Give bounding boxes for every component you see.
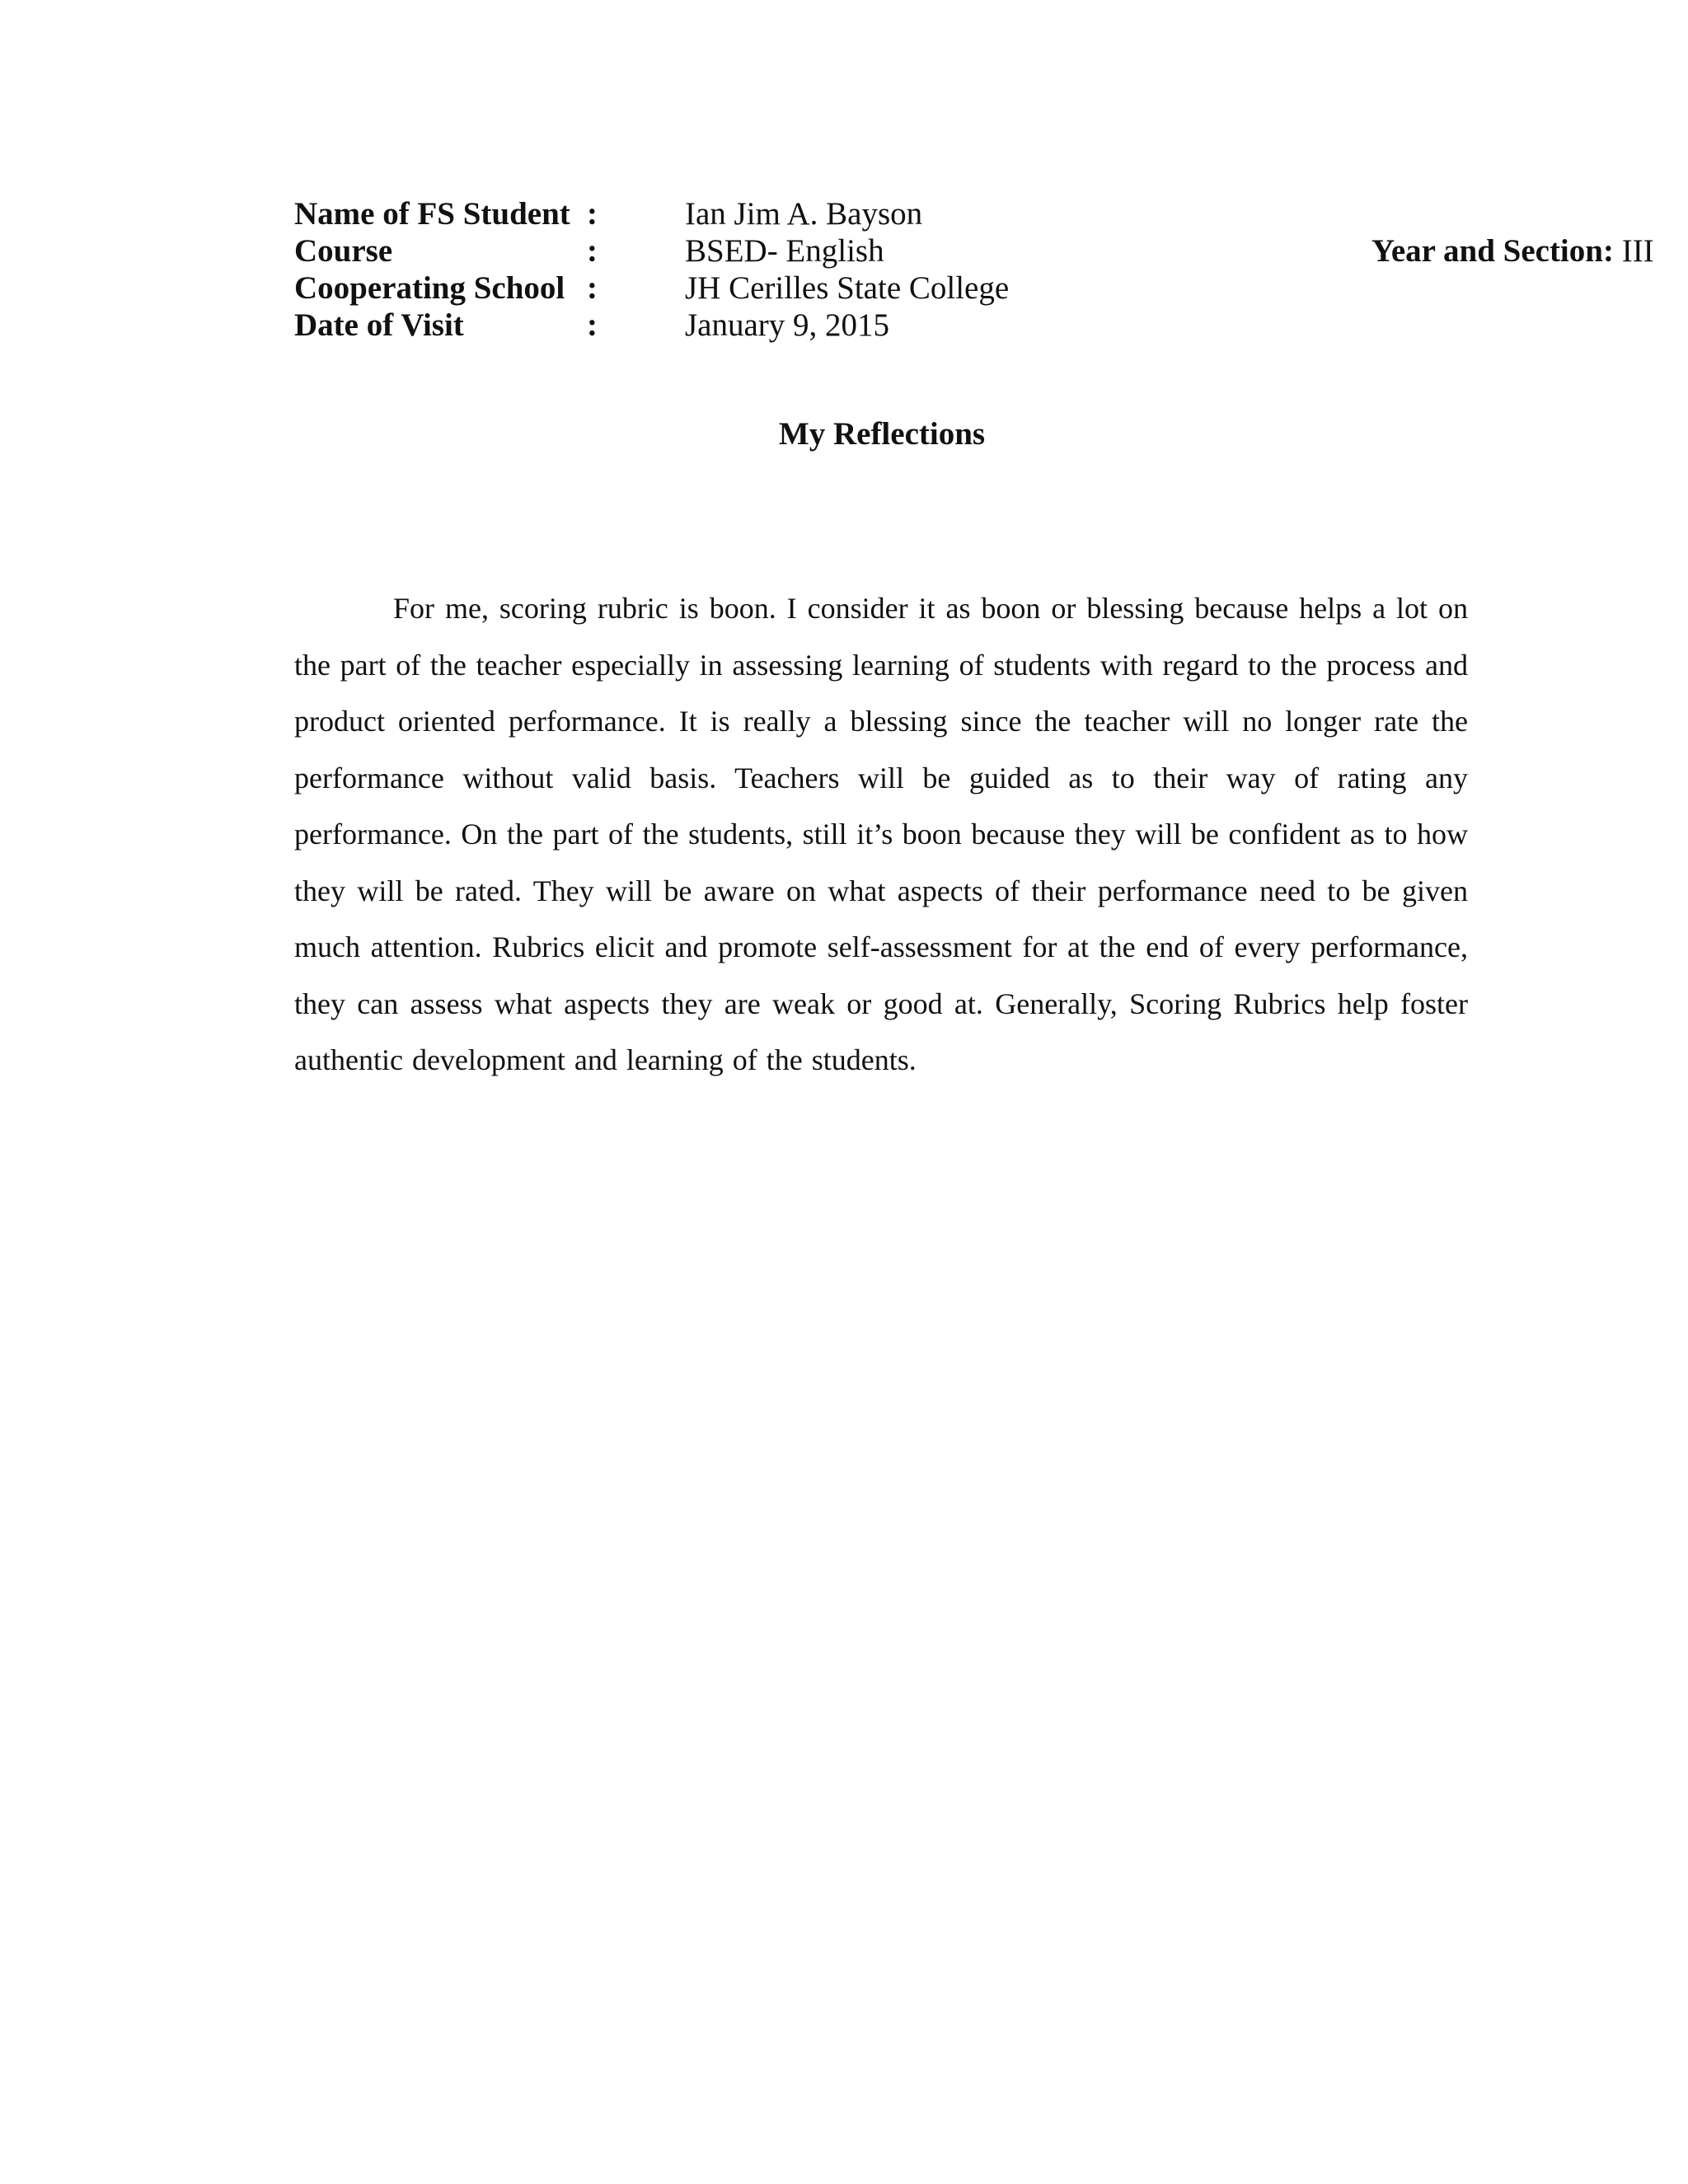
year-section — [1372, 232, 1654, 270]
year-section-label: Year and Section: — [1372, 233, 1614, 269]
date-of-visit-label: Date of Visit — [294, 307, 464, 343]
date-of-visit-value: January 9, 2015 — [685, 307, 890, 343]
page-title: My Reflections — [778, 416, 986, 452]
year-section-value: III — [1613, 233, 1654, 269]
cooperating-school-value: JH Cerilles State College — [685, 270, 1010, 306]
date-of-visit-colon: : — [587, 307, 598, 343]
student-name-colon: : — [587, 196, 598, 232]
reflection-paragraph: For me, scoring rubric is boon. I consider it as boon or blessing because helps a lot on the part of the teacher especially in assessing learning of students with regard to the process and product oriented performance. It is really a blessing since the teacher will no longer rate the performance without valid basis. Teachers will be guided as to their way of rating any performance. On the part of the students, still it’s boon because they will be confident as to how they will be rated. They will be aware on what aspects of their performance need to be given much attention. Rubrics elicit and promote self-assessment for at the end of every performance, they can assess what aspects they are weak or good at. Generally, Scoring Rubrics help foster authentic development and learning of the students. — [294, 592, 1468, 1076]
cooperating-school-colon: : — [587, 270, 598, 306]
course-label: Course — [294, 233, 393, 269]
cooperating-school-label: Cooperating School — [294, 270, 565, 306]
course-colon: : — [587, 233, 598, 269]
student-name-label: Name of FS Student — [294, 196, 570, 232]
course-value: BSED- English — [685, 233, 884, 269]
student-name-value: Ian Jim A. Bayson — [685, 196, 923, 232]
